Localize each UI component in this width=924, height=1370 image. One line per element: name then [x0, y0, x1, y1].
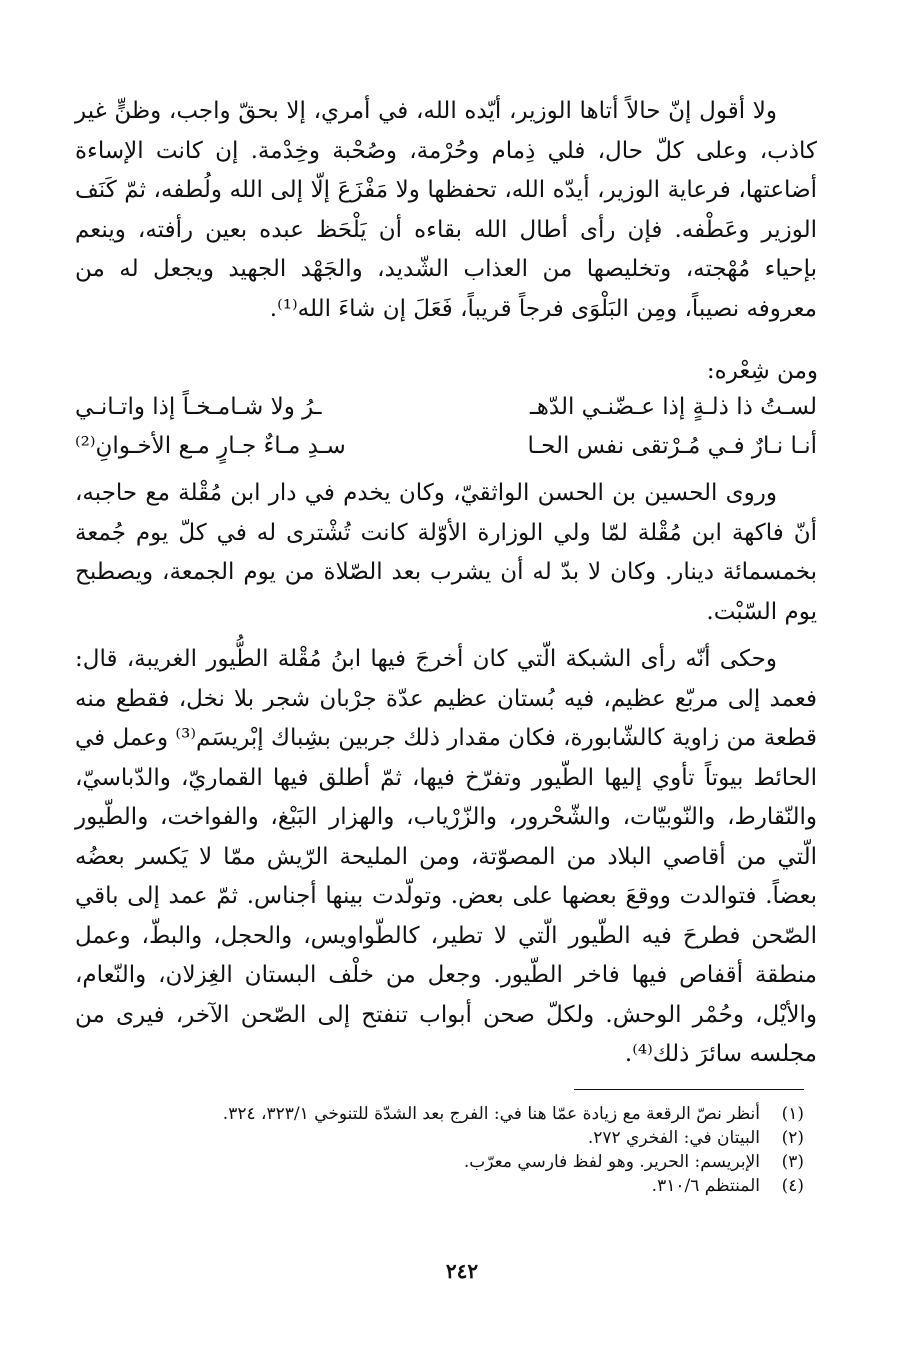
paragraph-letter: ولا أقول إنّ حالاً أتاها الوزير، أيّده الله، في أمري، إلا بحقّ واجب، وظنٍّ غير كاذب، وعلى كلّ حال، فلي ذِمام وحُرْمة، وصُحْبة وخِدْمة. إن كانت الإساءة أضاعتها، فرعاية الوزير، أيدّه الله، تحفظها ولا مَفْزَعَ إلّا إلى الله ولُطفه، ثمّ كَنَف الوزير وعَطْفه. فإن رأى أطال الله بقاءه أن يَلْحَظ عبده بعين رأفته، وينعم بإحياء مُهْجته، وتخليصها من العذاب الشّديد، والجَهْد الجهيد ويجعل له من معروفه نصيباً، ومِن البَلْوَى فرجاً قريباً، فَعَلَ إن شاءَ الله⁽¹⁾. [75, 98, 817, 322]
footnote-number: (١) [781, 1104, 804, 1124]
verse-first-hemistich: أنـا نـارٌ فـي مُـرْتقى نفس الحـا [527, 433, 817, 459]
verse-second-hemistich: سـدِ مـاءٌ جـارٍ مـع الأخـوانِ⁽²⁾ [75, 433, 346, 459]
verse-first-hemistich: لسـتُ ذا ذلـةٍ إذا عـضّنـي الدّهـ [530, 394, 817, 420]
paragraph-narration: وروى الحسين بن الحسن الواثقيّ، وكان يخدم في دار ابن مُقْلة مع حاجبه، أنّ فاكهة ابن مُقْلة لمّا ولي الوزارة الأوّلة كانت تُشْترى له في كلّ يوم جُمعة بخمسمائة دينار. وكان لا بدّ له أن يشرب بعد الصّلاة من يوم الجمعة، ويصطبح يوم السّبْت. [75, 480, 817, 625]
footnote-text: المنتظم ٣١٠/٦. [651, 1176, 760, 1196]
footnote-item [84, 1174, 804, 1198]
footnote-item [84, 1150, 804, 1174]
footnote-text: البيتان في: الفخري ٢٧٢. [587, 1128, 760, 1148]
footnote-divider [574, 1089, 804, 1090]
paragraph-birds: وحكى أنّه رأى الشبكة الّتي كان أخرجَ فيها ابنُ مُقْلة الطُّيور الغريبة، قال: فعمد إلى مربّع عظيم، فيه بُستان عظيم عدّة جرْبان شجر بلا نخل، فقطع منه قطعة من زاوية كالشّابورة، فكان مقدار ذلك جربين بشِباك إبْريسَم⁽³⁾ وعمل في الحائط بيوتاً تأوي إليها الطّيور وتفرّخ فيها، ثمّ أطلق فيها القماريّ، والدّباسيّ، والنّقارط، والنّوبيّات، والشّحْرور، والزّرْياب، والهزار البَبْغ، والفواخت، والطّيور الّتي من أقاصي البلاد من المصوّتة، ومن المليحة الرّيش ممّا لا يَكسر بعضُه بعضاً. فتوالدت ووقعَ بعضها على بعض. وتولّدت بينها أجناس. ثمّ عمد إلى باقي الصّحن فطرحَ فيه الطّيور الّتي لا تطير، كالطّواويس، والحجل، والبطّ، وعمل منطقة أقفاص فيها فاخر الطّيور. وجعل من خلْف البستان الغِزلان، والنّعام، والأيْل، وحُمْر الوحش. ولكلّ صحن أبواب تنفتح إلى الصّحن الآخر، فيرى من مجلسه سائرَ ذلك⁽⁴⁾. [75, 646, 817, 1067]
footnote-number: (٣) [781, 1152, 804, 1172]
footnotes [84, 1102, 804, 1198]
verse-second-hemistich: ـرُ ولا شـامـخـاً إذا واتـانـي [75, 394, 322, 420]
footnote-number: (٢) [781, 1128, 804, 1148]
poem-intro: ومن شِعْره: [706, 358, 818, 384]
footnote-item [84, 1126, 804, 1150]
poem-verse [75, 426, 817, 466]
page-number: ٢٤٢ [445, 1259, 479, 1283]
footnote-number: (٤) [781, 1176, 804, 1196]
poem-verse [75, 387, 817, 427]
footnote-item [84, 1102, 804, 1126]
footnote-text: الإبريسم: الحرير. وهو لفظ فارسي معرّب. [463, 1152, 760, 1172]
footnote-text: أنظر نصّ الرقعة مع زيادة عمّا هنا في: الفرج بعد الشدّة للتنوخي ٣٢٣/١، ٣٢٤. [222, 1104, 760, 1124]
